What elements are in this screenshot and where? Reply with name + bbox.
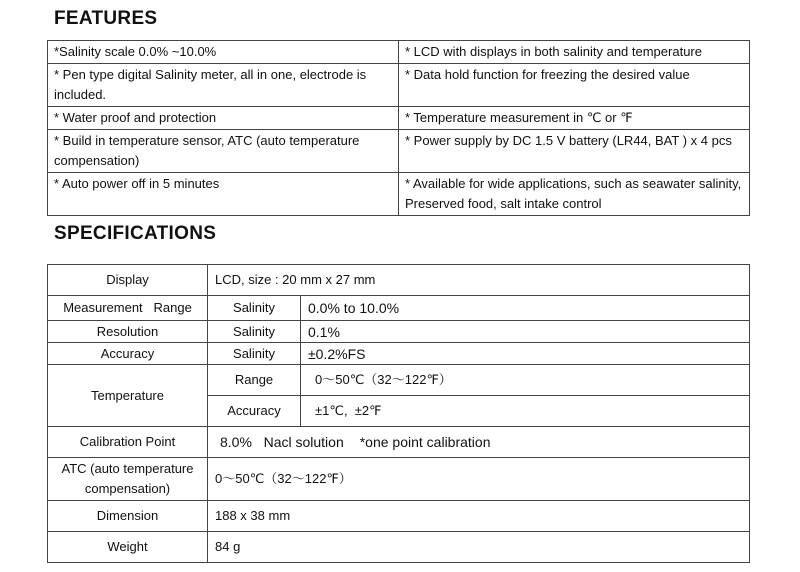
- table-row: [48, 41, 750, 64]
- feature-cell: * Water proof and protection: [48, 107, 399, 130]
- table-row: [48, 427, 750, 458]
- spec-label: Measurement Range: [48, 296, 208, 321]
- feature-cell: * Build in temperature sensor, ATC (auto temperature compensation): [48, 130, 399, 173]
- table-row: [48, 321, 750, 343]
- spec-value: LCD, size : 20 mm x 27 mm: [208, 265, 750, 296]
- spec-value: ±1℃, ±2℉: [301, 396, 750, 427]
- feature-cell: * Temperature measurement in ℃ or ℉: [399, 107, 750, 130]
- table-row: [48, 130, 750, 173]
- features-table: [47, 40, 750, 216]
- feature-cell: * LCD with displays in both salinity and temperature: [399, 41, 750, 64]
- calibration-note: *one point calibration: [359, 434, 491, 450]
- spec-label: Dimension: [48, 501, 208, 532]
- spec-sublabel: Range: [208, 365, 301, 396]
- table-row: [48, 64, 750, 107]
- table-row: [48, 365, 750, 396]
- spec-label: Resolution: [48, 321, 208, 343]
- features-heading: FEATURES: [54, 8, 158, 29]
- spec-value: 0.1%: [301, 321, 750, 343]
- spec-label: Weight: [48, 532, 208, 563]
- table-row: [48, 501, 750, 532]
- feature-cell: *Salinity scale 0.0% ~10.0%: [48, 41, 399, 64]
- table-row: [48, 458, 750, 501]
- table-row: [48, 107, 750, 130]
- table-row: [48, 265, 750, 296]
- spec-value: 0～50℃（32～122℉）: [301, 365, 750, 396]
- feature-cell: * Available for wide applications, such as seawater salinity, Preserved food, salt intake control: [399, 173, 750, 216]
- table-row: [48, 296, 750, 321]
- spec-value: 0.0% to 10.0%: [301, 296, 750, 321]
- feature-cell: * Auto power off in 5 minutes: [48, 173, 399, 216]
- spec-label: Accuracy: [48, 343, 208, 365]
- spec-label: Calibration Point: [48, 427, 208, 458]
- spec-label: ATC (auto temperature compensation): [48, 458, 208, 501]
- calibration-solution: 8.0% Nacl solution: [220, 434, 344, 450]
- spec-value: [208, 427, 750, 458]
- spec-sublabel: Salinity: [208, 343, 301, 365]
- table-row: [48, 532, 750, 563]
- specifications-table: [47, 264, 750, 563]
- spec-label: Display: [48, 265, 208, 296]
- spec-value: 84 g: [208, 532, 750, 563]
- spec-sublabel: Salinity: [208, 296, 301, 321]
- spec-value: 188 x 38 mm: [208, 501, 750, 532]
- table-row: [48, 343, 750, 365]
- table-row: [48, 173, 750, 216]
- spec-value: ±0.2%FS: [301, 343, 750, 365]
- spec-value: 0～50℃（32～122℉）: [208, 458, 750, 501]
- specifications-heading: SPECIFICATIONS: [54, 223, 217, 244]
- spec-sublabel: Salinity: [208, 321, 301, 343]
- feature-cell: * Power supply by DC 1.5 V battery (LR44, BAT ) x 4 pcs: [399, 130, 750, 173]
- spec-sublabel: Accuracy: [208, 396, 301, 427]
- feature-cell: * Data hold function for freezing the desired value: [399, 64, 750, 107]
- feature-cell: * Pen type digital Salinity meter, all in one, electrode is included.: [48, 64, 399, 107]
- spec-label: Temperature: [48, 365, 208, 427]
